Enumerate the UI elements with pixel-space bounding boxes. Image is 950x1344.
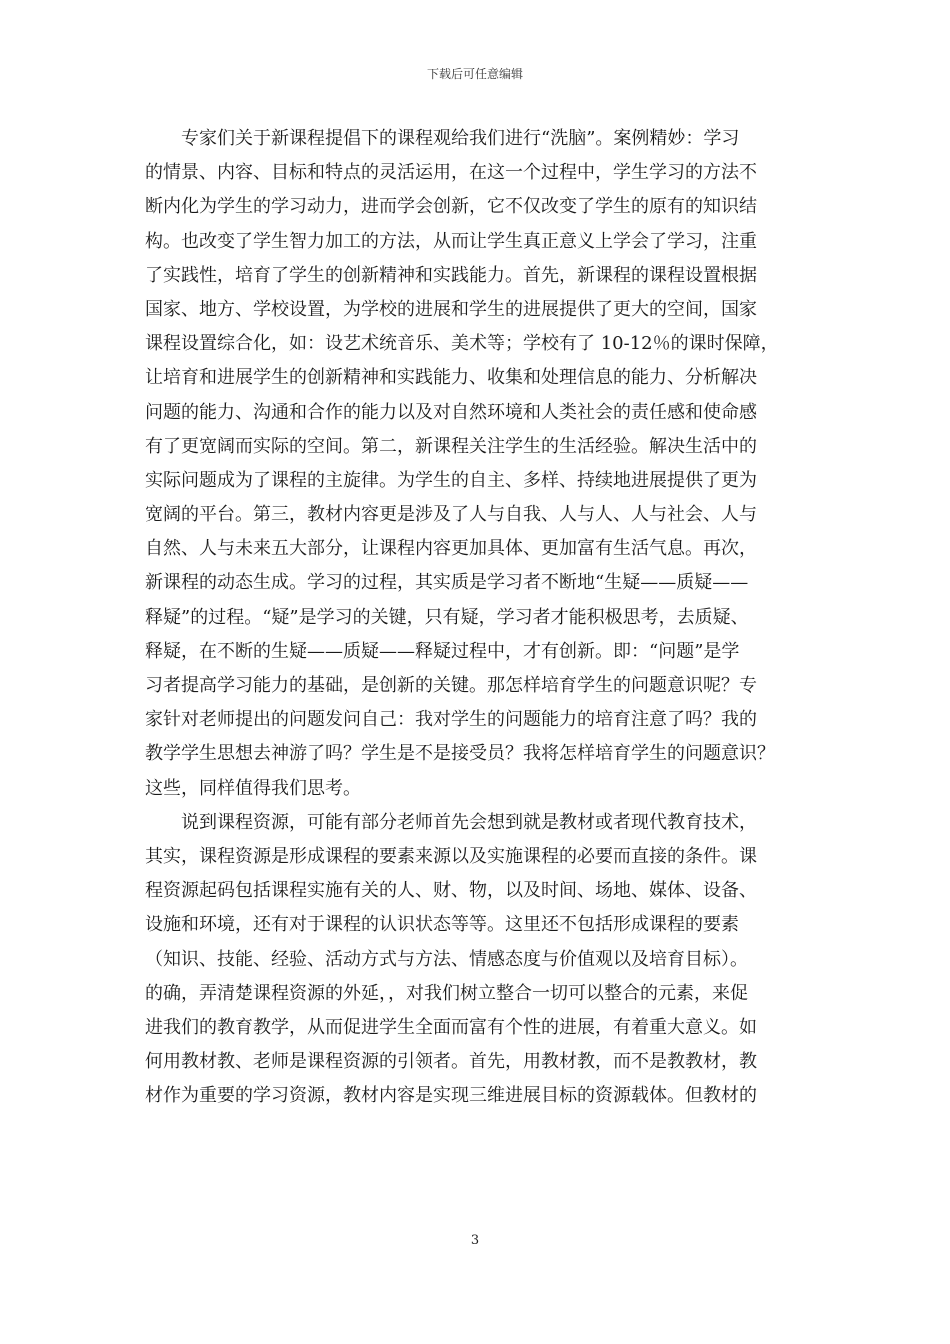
paragraph-line: 宽阔的平台。第三，教材内容更是涉及了人与自我、人与人、人与社会、人与	[145, 504, 757, 526]
paragraph-line: 进我们的教育教学，从而促进学生全面而富有个性的进展，有着重大意义。如	[145, 1016, 757, 1038]
paragraph-line: 专家们关于新课程提倡下的课程观给我们进行“洗脑”。案例精妙：学习	[181, 128, 740, 149]
document-body	[145, 122, 805, 1113]
paragraph-line: 让培育和进展学生的创新精神和实践能力、收集和处理信息的能力、分析解决	[145, 367, 757, 389]
paragraph-line: 程资源起码包括课程实施有关的人、财、物，以及时间、场地、媒体、设备、	[145, 880, 757, 902]
paragraph-line: 问题的能力、沟通和合作的能力以及对自然环境和人类社会的责任感和使命感	[145, 401, 757, 423]
paragraph-line: 自然、人与未来五大部分，让课程内容更加具体、更加富有生活气息。再次，	[145, 538, 757, 560]
paragraph-line: 构。也改变了学生智力加工的方法，从而让学生真正意义上学会了学习，注重	[145, 230, 757, 252]
paragraph-line: 习者提高学习能力的基础，是创新的关键。那怎样培育学生的问题意识呢？专	[145, 675, 757, 696]
paragraph-line: 新课程的动态生成。学习的过程，其实质是学习者不断地“生疑——质疑——	[145, 572, 749, 594]
paragraph-line: 国家、地方、学校设置，为学校的进展和学生的进展提供了更大的空间，国家	[145, 298, 757, 320]
paragraph-line: 说到课程资源，可能有部分老师首先会想到就是教材或者现代教育技术，	[181, 811, 757, 833]
paragraph-line: 课程设置综合化，如：设艺术统音乐、美术等；学校有了 10-12％的课时保障，	[145, 333, 779, 355]
paragraph-line: 断内化为学生的学习动力，进而学会创新，它不仅改变了学生的原有的知识结	[145, 196, 757, 218]
paragraph-line: 设施和环境，还有对于课程的认识状态等等。这里还不包括形成课程的要素	[145, 914, 739, 936]
paragraph-line: 的确，弄清楚课程资源的外延，，对我们树立整合一切可以整合的元素，来促	[145, 982, 748, 1004]
paragraph-line: 家针对老师提出的问题发问自己：我对学生的问题能力的培育注意了吗？我的	[145, 709, 757, 731]
paragraph-line: 释疑”的过程。“疑”是学习的关键，只有疑，学习者才能积极思考，去质疑、	[145, 606, 749, 628]
page-number: 3	[470, 1233, 480, 1248]
paragraph-line: 实际问题成为了课程的主旋律。为学生的自主、多样、持续地进展提供了更为	[145, 469, 757, 491]
paragraph-line: 其实，课程资源是形成课程的要素来源以及实施课程的必要而直接的条件。课	[145, 845, 757, 867]
paragraph-line: 材作为重要的学习资源，教材内容是实现三维进展目标的资源载体。但教材的	[145, 1085, 757, 1107]
paragraph-line: （知识、技能、经验、活动方式与方法、情感态度与价值观以及培育目标）。	[145, 948, 748, 970]
paragraph-line: 释疑，在不断的生疑——质疑——释疑过程中，才有创新。即：“问题”是学	[145, 640, 740, 662]
paragraph-line: 这些，同样值得我们思考。	[145, 777, 361, 799]
paragraph-line: 的情景、内容、目标和特点的灵活运用，在这一个过程中，学生学习的方法不	[145, 162, 757, 184]
paragraph-line: 何用教材教、老师是课程资源的引领者。首先，用教材教，而不是教教材，教	[145, 1051, 757, 1073]
paragraph-line: 有了更宽阔而实际的空间。第二，新课程关注学生的生活经验。解决生活中的	[145, 435, 757, 457]
page-header-note: 下载后可任意编辑	[426, 67, 523, 81]
paragraph-line: 了实践性，培育了学生的创新精神和实践能力。首先，新课程的课程设置根据	[145, 264, 757, 286]
paragraph-line: 教学学生思想去神游了吗？学生是不是接受员？我将怎样培育学生的问题意识？	[145, 743, 775, 765]
